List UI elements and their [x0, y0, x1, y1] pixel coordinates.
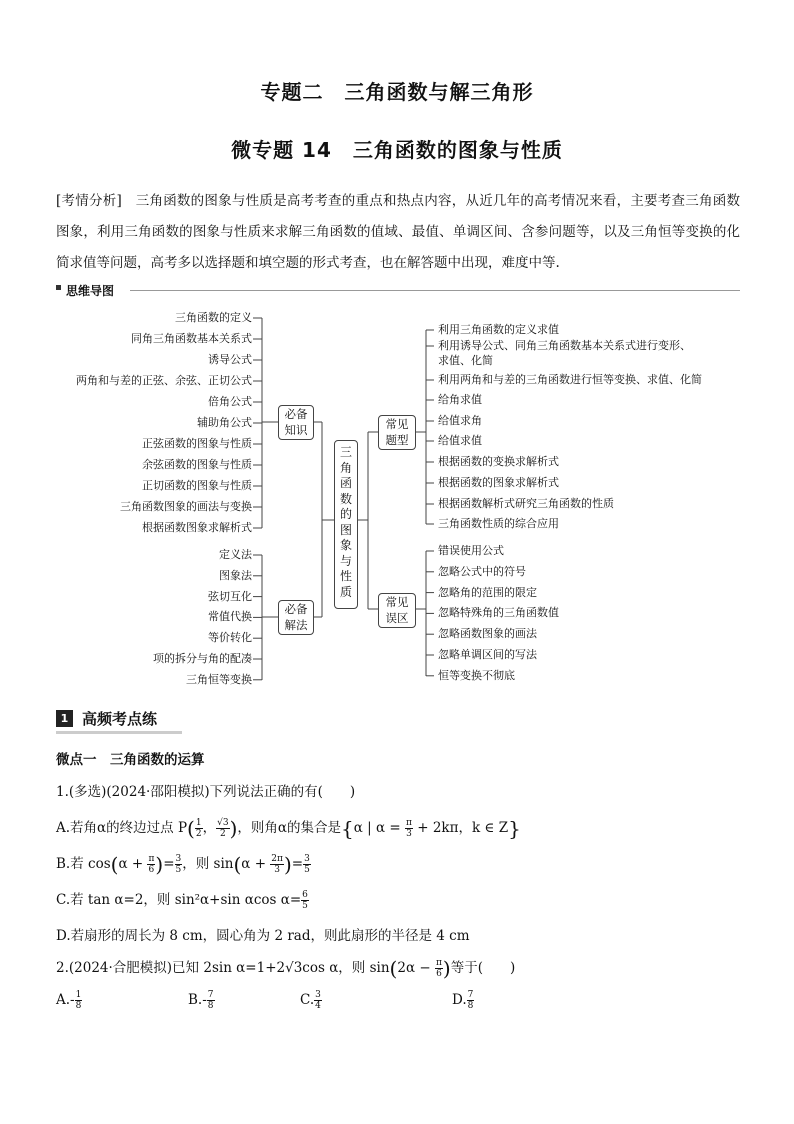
q1-option-c: C.若 tan α=2，则 sin²α+sin αcos α= $\frac{6}{5}$	[56, 890, 308, 911]
type-item: 三角函数性质的综合应用	[438, 517, 559, 530]
center-char: 与	[339, 553, 352, 568]
type-item: 根据函数的变换求解析式	[438, 455, 559, 468]
q1-b-text: B.若 cos	[56, 856, 111, 872]
mistake-item: 忽略函数图象的画法	[438, 627, 537, 641]
analysis-label: [考情分析]	[56, 193, 122, 209]
type-item: 求值、化简	[438, 354, 493, 367]
mistake-item: 忽略特殊角的三角函数值	[438, 606, 559, 620]
type-item: 利用诱导公式、同角三角函数基本关系式进行变形、	[438, 339, 691, 352]
q2-option-label: C.	[300, 992, 315, 1008]
box-text-line: 常见	[385, 595, 409, 609]
section-header	[56, 706, 186, 732]
mistake-item: 错误使用公式	[438, 544, 504, 557]
method-item: 项的拆分与角的配凑	[153, 652, 252, 665]
q2-option	[56, 990, 82, 1011]
knowledge-item: 诱导公式	[208, 353, 252, 366]
box-common-mistakes	[378, 593, 416, 628]
q2-option-den: 4	[315, 1001, 321, 1011]
center-char: 数	[339, 491, 352, 506]
method-item: 定义法	[219, 548, 252, 561]
knowledge-item: 三角函数的定义	[175, 311, 252, 324]
q2-option-num: 7	[467, 990, 474, 1000]
type-item: 给值求值	[438, 434, 482, 447]
q1-option-d: D.若扇形的周长为 8 cm，圆心角为 2 rad，则此扇形的半径是 4 cm	[56, 928, 470, 944]
mistake-item: 忽略单调区间的写法	[438, 648, 537, 661]
q1-stem: 1.(多选)(2024·邵阳模拟)下列说法正确的有( )	[56, 784, 356, 800]
method-item: 弦切互化	[208, 589, 252, 603]
q2-stem: 2.(2024·合肥模拟)已知 2sin α=1+2√3cos α，则 sin(2α − $\frac{\pi}{6}$ )等于( )	[56, 956, 516, 981]
q1-a-set2: + 2kπ，k ∈ Z	[412, 820, 509, 836]
box-text-line: 必备	[284, 602, 308, 616]
knowledge-item: 三角函数图象的画法与变换	[120, 500, 252, 513]
q2-text2: 等于( )	[450, 960, 516, 976]
mistake-item: 忽略公式中的符号	[438, 564, 526, 578]
subtopic-title: 微点一 三角函数的运算	[56, 752, 205, 768]
analysis-text: 三角函数的图象与性质是高考考查的重点和热点内容，从近几年的高考情况来看，主要考查三角函数图象，利用三角函数的图象与性质来求解三角函数的值域、最值、单调区间、含参问题等，以及三角恒等变换的化简求值等问题，高考多以选择题和填空题的形式考查，也在解答题中出现，难度中等.	[56, 193, 740, 271]
type-item: 给值求角	[438, 414, 482, 427]
q2-option-fraction	[207, 990, 215, 1011]
box-text-line: 解法	[284, 618, 308, 632]
q2-option-fraction	[467, 990, 475, 1011]
q1-b-text2: ，则 sin	[182, 856, 234, 872]
q2-option-den: 8	[75, 1001, 82, 1011]
box-text-line: 误区	[385, 611, 409, 625]
q1-option-b: B.若 cos(α + $\frac{\pi}{6}$ )= $\frac{3}{5}$ ，则 sin(α + $\frac{2\pi}{3}$ )= $\frac{3}{5}$	[56, 852, 310, 877]
method-item: 三角恒等变换	[186, 672, 252, 686]
q1-a-set: α | α =	[353, 820, 405, 836]
type-item: 给角求值	[438, 393, 482, 406]
q2-option-label: D.	[452, 992, 467, 1008]
type-item: 根据函数解析式研究三角函数的性质	[438, 497, 614, 510]
knowledge-item: 辅助角公式	[197, 416, 252, 429]
lesson-title: 微专题 14 三角函数的图象与性质	[231, 138, 563, 162]
q2-option-num: 3	[315, 990, 321, 1000]
method-item: 图象法	[219, 568, 252, 582]
mistake-item: 恒等变换不彻底	[438, 668, 515, 682]
q2-option-den: 8	[207, 1001, 214, 1011]
mistake-item: 忽略角的范围的限定	[438, 585, 537, 599]
knowledge-item: 根据函数图象求解析式	[142, 521, 252, 534]
chapter-title: 专题二 三角函数与解三角形	[260, 80, 534, 104]
type-item: 根据函数的图象求解析式	[438, 476, 559, 489]
center-char: 函	[339, 476, 352, 490]
q2-option-fraction	[75, 990, 83, 1011]
center-char: 的	[339, 507, 352, 521]
center-topic-box	[334, 440, 358, 609]
q2-option-label: B.-	[188, 992, 207, 1008]
center-char: 角	[339, 460, 352, 475]
knowledge-item: 两角和与差的正弦、余弦、正切公式	[76, 374, 252, 387]
box-text-line: 知识	[284, 423, 308, 437]
q2-option-den: 8	[467, 1001, 474, 1011]
knowledge-item: 正弦函数的图象与性质	[142, 437, 252, 450]
knowledge-item: 正切函数的图象与性质	[142, 479, 252, 492]
q1-c-text: C.若 tan α=2，则 sin²α+sin αcos α=	[56, 892, 302, 908]
mindmap-heading: 思维导图	[66, 284, 115, 298]
center-char: 质	[339, 584, 352, 599]
knowledge-item: 余弦函数的图象与性质	[142, 458, 252, 471]
method-item: 常值代换	[208, 610, 252, 624]
q2-option	[188, 990, 215, 1011]
q2-text: 2.(2024·合肥模拟)已知 2sin α=1+2√3cos α，则 sin	[56, 960, 390, 976]
center-char: 图	[339, 522, 352, 537]
box-essential-knowledge	[278, 405, 314, 440]
box-text-line: 常见	[385, 417, 409, 431]
type-item: 利用三角函数的定义求值	[438, 323, 559, 336]
box-essential-methods	[278, 600, 314, 635]
knowledge-item: 倍角公式	[208, 395, 252, 408]
q2-option	[452, 990, 474, 1011]
box-common-types	[378, 415, 416, 450]
q1-option-a: A.若角α的终边过点 P( $\frac{1}{2}$ ， $\frac{√3}{2}$ )，则角α的集合是{α | α = $\frac{\pi}{3}$ + 2kπ，k ∈ Z}	[56, 816, 521, 841]
center-char: 性	[339, 569, 352, 583]
q2-option-num: 7	[207, 990, 214, 1000]
type-item: 利用两角和与差的三角函数进行恒等变换、求值、化简	[438, 373, 702, 386]
section-badge: 1	[56, 710, 73, 727]
section-label: 高频考点练	[82, 710, 158, 728]
q2-option-fraction	[314, 990, 322, 1011]
q2-option-num: 1	[75, 990, 82, 1000]
center-char: 三	[339, 445, 352, 459]
q2-option-label: A.-	[56, 992, 75, 1008]
q2-option	[300, 990, 322, 1011]
q1-a-text: A.若角α的终边过点 P	[56, 820, 188, 836]
box-text-line: 题型	[385, 433, 409, 447]
section-underline	[56, 731, 182, 734]
knowledge-item: 同角三角函数基本关系式	[131, 332, 252, 345]
box-text-line: 必备	[284, 407, 308, 421]
center-char: 象	[339, 538, 352, 552]
method-item: 等价转化	[208, 631, 252, 645]
q1-a-text2: ，则角α的集合是	[237, 820, 341, 836]
